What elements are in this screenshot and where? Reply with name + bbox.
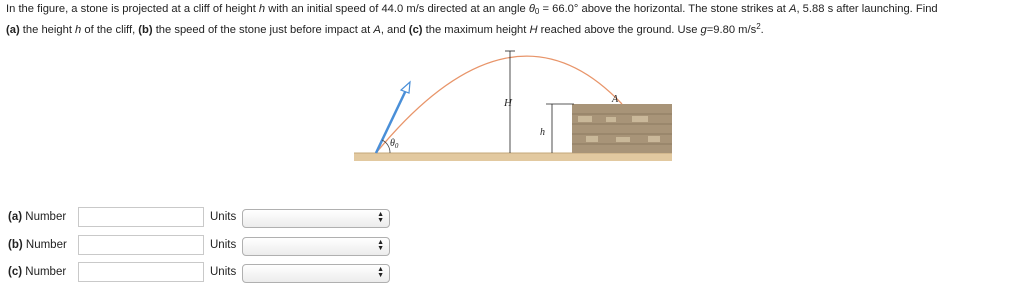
theta-label: $\theta_0$ bbox=[390, 138, 399, 150]
units-select-c[interactable] bbox=[242, 264, 390, 283]
answer-label-b: (b) Number bbox=[8, 239, 67, 251]
A-label: A bbox=[612, 94, 619, 105]
question-line-1: In the figure, a stone is projected at a cliff of height h with an initial speed of 44.0 m/s directed at an angle $\theta_0 = 66.0^\circ$ above the horizontal. The stone strikes at A, 5.88 s after launching. Find bbox=[6, 3, 938, 16]
arrow-head bbox=[401, 82, 410, 93]
question-text bbox=[6, 2, 1018, 38]
units-label-c: Units bbox=[210, 266, 237, 278]
number-input-c[interactable] bbox=[78, 262, 204, 282]
select-arrows-icon: ▲ ▼ bbox=[377, 239, 384, 252]
projectile-figure bbox=[350, 40, 680, 165]
number-input-b[interactable] bbox=[78, 235, 204, 255]
select-arrows-icon: ▲ ▼ bbox=[377, 266, 384, 279]
question-line-2: (a) the height h of the cliff, (b) the speed of the stone just before impact at A, and (c) the maximum height H reached above the ground. Use g=9.80 $m/s^2$. bbox=[6, 22, 764, 36]
units-label-b: Units bbox=[210, 239, 237, 251]
ground bbox=[354, 153, 672, 161]
select-arrows-icon: ▲ ▼ bbox=[377, 211, 384, 224]
h-label: h bbox=[540, 127, 545, 138]
number-input-a[interactable] bbox=[78, 207, 204, 227]
answer-label-c: (c) Number bbox=[8, 266, 67, 278]
answer-label-a: (a) Number bbox=[8, 211, 67, 223]
cliff bbox=[572, 104, 672, 153]
units-select-b[interactable] bbox=[242, 237, 390, 256]
H-label: H bbox=[504, 97, 512, 109]
units-label-a: Units bbox=[210, 211, 237, 223]
units-select-a[interactable] bbox=[242, 209, 390, 228]
